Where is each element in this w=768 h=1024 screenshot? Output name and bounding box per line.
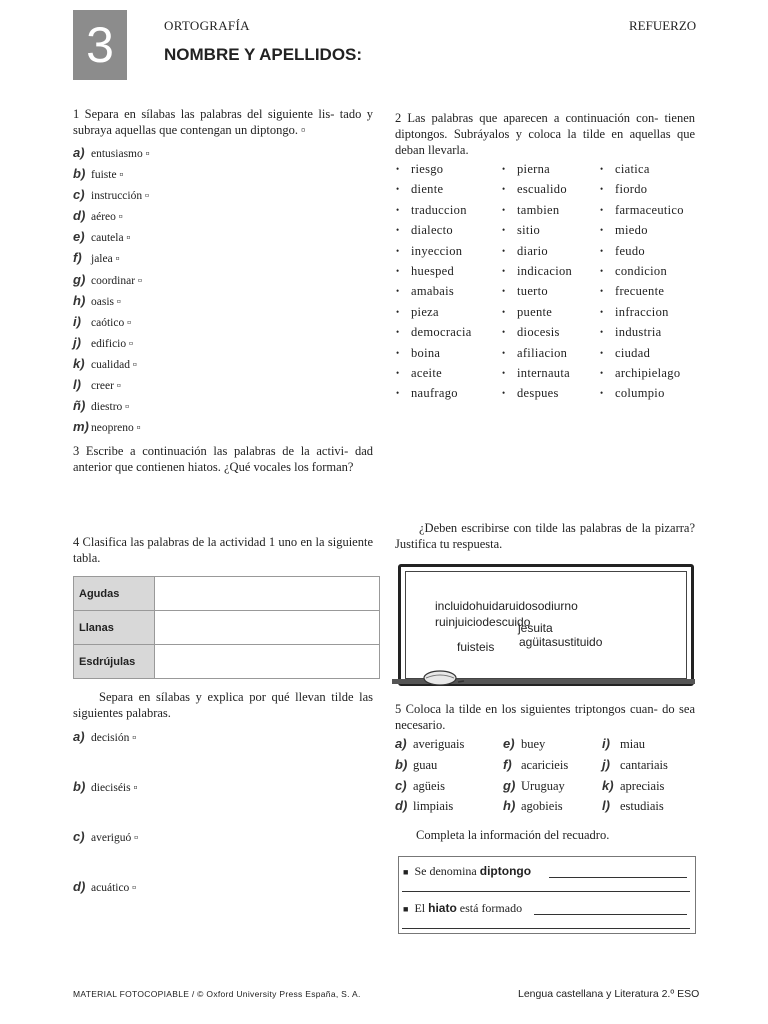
triptongo-item	[395, 778, 505, 799]
word-text: traduccion	[411, 202, 467, 217]
footer-copyright: MATERIAL FOTOCOPIABLE / © Oxford University Press España, S. A.	[73, 989, 361, 999]
word-text: despues	[517, 386, 559, 401]
word-text: diocesis	[517, 325, 560, 340]
bullet-icon: •	[396, 164, 400, 174]
square-bullet-icon: ■	[403, 904, 409, 914]
ex2-column-2	[502, 162, 602, 407]
exercise-separa-list	[73, 726, 373, 926]
item-letter: a)	[73, 145, 85, 160]
triptongo-item	[602, 736, 702, 757]
ex5-column-1	[395, 736, 505, 819]
item-letter: j)	[73, 334, 81, 350]
word-item	[502, 223, 602, 243]
word-item	[502, 346, 602, 366]
list-item	[73, 184, 373, 205]
board-word-jesuita: jesuita	[518, 621, 553, 635]
bullet-icon: •	[396, 327, 400, 338]
list-item	[73, 142, 373, 163]
row-label: Llanas	[74, 611, 155, 645]
item-word: caótico ▫	[91, 316, 132, 329]
row-label: Agudas	[74, 577, 155, 611]
item-word: miau	[620, 737, 645, 751]
item-letter: k)	[73, 355, 85, 371]
item-letter: l)	[73, 377, 81, 393]
bullet-icon: •	[502, 306, 506, 317]
word-text: tuerto	[517, 284, 548, 299]
word-text: infraccion	[615, 304, 669, 319]
word-item	[600, 223, 700, 243]
item-letter: ñ)	[73, 398, 86, 414]
unit-number: 3	[73, 10, 127, 80]
board-line-2: ruinjuiciodescuido	[435, 615, 531, 629]
bullet-icon: •	[600, 164, 604, 174]
item-word: apreciais	[620, 778, 665, 793]
triptongo-item	[503, 736, 613, 757]
item-word: instrucción ▫	[91, 190, 150, 203]
item-word: guau	[413, 757, 438, 772]
item-word: averiguais	[413, 737, 465, 751]
item-letter: g)	[73, 271, 86, 287]
item-letter: a)	[73, 729, 85, 744]
word-text: frecuente	[615, 284, 665, 299]
item-letter: h)	[503, 798, 516, 814]
item-letter: c)	[395, 777, 407, 793]
item-word: agobieis	[521, 799, 563, 814]
item-letter: e)	[503, 736, 515, 751]
bullet-icon: •	[502, 245, 506, 256]
eraser-icon	[418, 668, 458, 686]
ex2-column-1	[396, 162, 496, 407]
item-letter: f)	[503, 756, 512, 772]
word-text: miedo	[615, 223, 648, 238]
list-item	[73, 726, 373, 776]
answer-cell[interactable]	[155, 577, 380, 611]
triptongo-item	[395, 736, 505, 757]
word-text: condicion	[615, 263, 667, 278]
name-label: NOMBRE Y APELLIDOS:	[164, 45, 363, 64]
item-letter: h)	[73, 292, 86, 308]
word-text: sitio	[517, 223, 541, 238]
item-word: dieciséis ▫	[91, 782, 138, 794]
word-item	[502, 203, 602, 223]
word-item	[502, 162, 602, 182]
bullet-icon: •	[600, 225, 604, 236]
bullet-icon: •	[396, 204, 400, 215]
list-item	[73, 776, 373, 826]
item-word: decisión ▫	[91, 732, 137, 744]
diptongo-answer-line[interactable]	[549, 877, 687, 878]
list-item	[73, 226, 373, 247]
bullet-icon: •	[600, 184, 604, 195]
item-word: fuiste ▫	[91, 169, 124, 182]
word-text: columpio	[615, 386, 665, 401]
list-item	[73, 374, 373, 395]
word-item	[396, 305, 496, 325]
bullet-icon: •	[396, 388, 400, 399]
word-item	[396, 346, 496, 366]
bullet-icon: •	[396, 306, 400, 317]
list-item	[73, 416, 373, 437]
word-item	[502, 244, 602, 264]
word-text: pieza	[411, 304, 439, 319]
bullet-icon: •	[502, 184, 506, 195]
footer-book-title: Lengua castellana y Literatura 2.º ESO	[518, 988, 700, 1000]
exercise-4-text: 4 Clasifica las palabras de la actividad 1 uno en la siguiente tabla.	[73, 535, 373, 565]
item-letter: g)	[503, 777, 516, 793]
word-item	[396, 366, 496, 386]
word-text: indicacion	[517, 263, 573, 278]
word-text: aceite	[411, 365, 442, 380]
word-item	[396, 162, 496, 182]
word-text: feudo	[615, 243, 645, 258]
word-item	[502, 182, 602, 202]
item-letter: c)	[73, 187, 85, 203]
bullet-icon: •	[600, 286, 604, 297]
bullet-icon: •	[502, 164, 506, 174]
triptongo-item	[395, 798, 505, 819]
bullet-icon: •	[600, 388, 604, 399]
word-text: tambien	[517, 202, 560, 217]
word-item	[396, 284, 496, 304]
ex5-column-2	[503, 736, 613, 819]
triptongo-item	[602, 798, 702, 819]
word-text: huesped	[411, 263, 455, 278]
item-letter: b)	[395, 756, 408, 772]
item-word: cantariais	[620, 757, 668, 772]
word-item	[600, 386, 700, 406]
bullet-icon: •	[600, 245, 604, 256]
bullet-icon: •	[396, 245, 400, 256]
diptongo-answer-line-2[interactable]	[402, 891, 690, 892]
word-text: afiliacion	[517, 345, 568, 360]
row-label: Esdrújulas	[74, 645, 155, 679]
triptongo-item	[602, 778, 702, 799]
list-item	[73, 826, 373, 876]
item-word: estudiais	[620, 799, 664, 814]
item-letter: b)	[73, 166, 86, 182]
item-word: creer ▫	[91, 380, 121, 393]
item-letter: c)	[73, 829, 85, 844]
item-word: jalea ▫	[91, 253, 120, 266]
table-row	[74, 577, 380, 611]
exercise-3-text: 3 Escribe a continuación las palabras de la activi- dad anterior que contienen hiatos. ¿Qué vocales los forman?	[73, 444, 373, 474]
bullet-icon: •	[502, 225, 506, 236]
word-item	[396, 386, 496, 406]
item-word: edificio ▫	[91, 337, 134, 350]
hiato-answer-line[interactable]	[534, 914, 687, 915]
item-word: aéreo ▫	[91, 211, 123, 224]
word-text: industria	[615, 325, 662, 340]
word-text: escualido	[517, 182, 567, 197]
bullet-icon: •	[600, 327, 604, 338]
level-label: REFUERZO	[629, 18, 697, 33]
item-letter: d)	[395, 798, 408, 814]
word-text: inyeccion	[411, 243, 463, 258]
word-text: diente	[411, 182, 444, 197]
item-letter: e)	[73, 229, 85, 245]
bullet-icon: •	[502, 388, 506, 399]
board-word-fuisteis: fuisteis	[457, 640, 495, 654]
word-text: boina	[411, 345, 441, 360]
bullet-icon: •	[502, 367, 506, 378]
list-item	[73, 290, 373, 311]
hiato-line: ■ El hiato está formado	[403, 901, 523, 915]
exercise-1-list	[73, 142, 373, 437]
word-text: diario	[517, 243, 548, 258]
word-item	[502, 305, 602, 325]
word-item	[600, 366, 700, 386]
word-text: puente	[517, 304, 553, 319]
list-item	[73, 395, 373, 416]
exercise-5-text: 5 Coloca la tilde en los siguientes triptongos cuan- do sea necesario.	[395, 702, 695, 732]
pizarra-question: ¿Deben escribirse con tilde las palabras de la pizarra? Justifica tu respuesta.	[395, 521, 695, 551]
ex5-column-3	[602, 736, 702, 819]
word-item	[600, 162, 700, 182]
recuadro-instruction: Completa la información del recuadro.	[416, 828, 610, 842]
list-item	[73, 353, 373, 374]
list-item	[73, 205, 373, 226]
list-item	[73, 269, 373, 290]
word-text: dialecto	[411, 223, 453, 238]
word-item	[396, 264, 496, 284]
list-item	[73, 876, 373, 926]
bullet-icon: •	[600, 347, 604, 358]
word-item	[502, 264, 602, 284]
bullet-icon: •	[600, 367, 604, 378]
word-item	[600, 244, 700, 264]
word-text: farmaceutico	[615, 202, 684, 217]
word-item	[396, 325, 496, 345]
item-letter: j)	[602, 756, 610, 772]
item-letter: i)	[73, 313, 81, 329]
bullet-icon: •	[600, 204, 604, 215]
item-word: limpiais	[413, 799, 454, 814]
word-item	[502, 284, 602, 304]
item-word: diestro ▫	[91, 401, 130, 414]
item-word: buey	[521, 737, 546, 751]
word-item	[600, 346, 700, 366]
word-text: democracia	[411, 325, 472, 340]
answer-cell[interactable]	[155, 611, 380, 645]
word-item	[502, 325, 602, 345]
item-letter: k)	[602, 777, 614, 793]
table-row	[74, 645, 380, 679]
item-word: acaricieis	[521, 757, 569, 772]
word-item	[396, 244, 496, 264]
board-word-aguita: agüitasustituido	[519, 635, 603, 649]
list-item	[73, 247, 373, 268]
bullet-icon: •	[600, 265, 604, 276]
word-item	[600, 305, 700, 325]
square-bullet-icon: ■	[403, 867, 409, 877]
triptongo-item	[503, 757, 613, 778]
bullet-icon: •	[502, 286, 506, 297]
word-text: ciatica	[615, 162, 650, 176]
subject-title: ORTOGRAFÍA	[164, 18, 250, 33]
item-word: averiguó ▫	[91, 832, 139, 844]
item-letter: m)	[73, 419, 89, 435]
triptongo-item	[395, 757, 505, 778]
bullet-icon: •	[396, 184, 400, 195]
exercise-2-text: 2 Las palabras que aparecen a continuación con- tienen diptongos. Subráyalos y coloca la tilde en aquellas que deban llevarla.	[395, 111, 695, 157]
word-text: fiordo	[615, 182, 648, 197]
bullet-icon: •	[396, 286, 400, 297]
word-item	[600, 203, 700, 223]
item-word: cautela ▫	[91, 232, 131, 245]
item-word: Uruguay	[521, 778, 565, 793]
word-item	[600, 284, 700, 304]
diptongo-line: ■ Se denomina diptongo	[403, 864, 532, 878]
word-item	[396, 223, 496, 243]
bullet-icon: •	[600, 306, 604, 317]
word-text: archipielago	[615, 365, 681, 380]
board-line-1: incluidohuidaruidosodiurno	[435, 599, 578, 613]
classification-table	[73, 576, 380, 679]
word-item	[396, 203, 496, 223]
exercise-separa-text: Separa en sílabas y explica por qué llevan tilde las siguientes palabras.	[73, 690, 373, 720]
bullet-icon: •	[396, 265, 400, 276]
item-word: acuático ▫	[91, 882, 137, 894]
answer-cell[interactable]	[155, 645, 380, 679]
item-letter: f)	[73, 250, 82, 266]
word-text: amabais	[411, 284, 455, 299]
word-item	[396, 182, 496, 202]
exercise-1-text: 1 Separa en sílabas las palabras del siguiente lis- tado y subraya aquellas que contengan un diptongo. ▫	[73, 107, 373, 137]
word-item	[600, 264, 700, 284]
item-letter: b)	[73, 779, 86, 794]
triptongo-item	[602, 757, 702, 778]
item-word: coordinar ▫	[91, 274, 143, 287]
word-text: ciudad	[615, 345, 651, 360]
hiato-answer-line-2[interactable]	[402, 928, 690, 929]
bullet-icon: •	[396, 225, 400, 236]
word-item	[600, 182, 700, 202]
word-text: riesgo	[411, 162, 444, 176]
bullet-icon: •	[396, 367, 400, 378]
bullet-icon: •	[396, 347, 400, 358]
list-item	[73, 163, 373, 184]
word-text: internauta	[517, 365, 570, 380]
item-letter: l)	[602, 798, 610, 814]
bullet-icon: •	[502, 204, 506, 215]
ex2-column-3	[600, 162, 700, 407]
triptongo-item	[503, 798, 613, 819]
item-word: oasis ▫	[91, 295, 121, 308]
item-letter: d)	[73, 879, 86, 894]
item-letter: a)	[395, 736, 407, 751]
bullet-icon: •	[502, 347, 506, 358]
item-word: neopreno ▫	[91, 422, 141, 435]
word-text: naufrago	[411, 386, 458, 401]
item-word: entusiasmo ▫	[91, 148, 150, 160]
item-letter: d)	[73, 208, 86, 224]
item-word: cualidad ▫	[91, 358, 137, 371]
list-item	[73, 332, 373, 353]
word-item	[502, 366, 602, 386]
word-text: pierna	[517, 162, 551, 176]
info-box	[398, 856, 696, 934]
table-row	[74, 611, 380, 645]
list-item	[73, 311, 373, 332]
bullet-icon: •	[502, 327, 506, 338]
item-letter: i)	[602, 736, 610, 751]
word-item	[600, 325, 700, 345]
item-word: agüeis	[413, 778, 445, 793]
triptongo-item	[503, 778, 613, 799]
word-item	[502, 386, 602, 406]
bullet-icon: •	[502, 265, 506, 276]
